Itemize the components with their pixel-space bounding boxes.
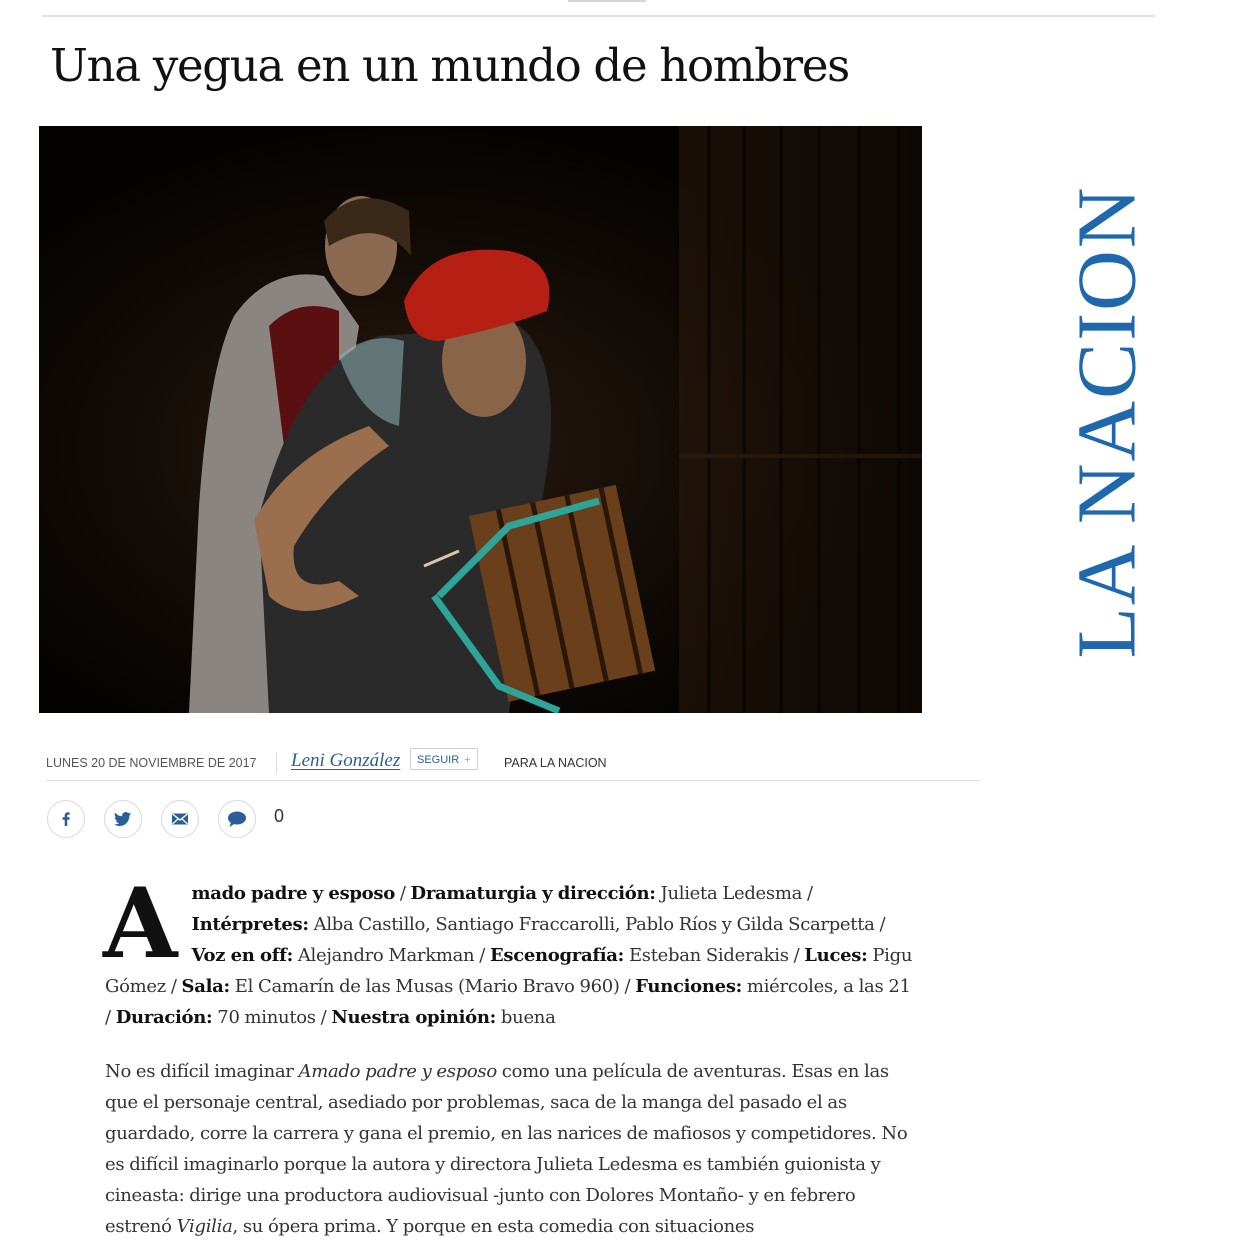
credit-value: Julieta Ledesma [655, 883, 803, 904]
credit-label: Voz en off: [191, 945, 293, 966]
credit-value: Alba Castillo, Santiago Fraccarolli, Pablo Ríos y Gilda Scarpetta [308, 914, 875, 935]
credits-paragraph [103, 867, 920, 1033]
la-nacion-logo[interactable] [1060, 126, 1153, 718]
top-nav-indicator [568, 0, 646, 2]
share-facebook-button[interactable] [47, 800, 85, 838]
credit-value: 70 minutos [212, 1007, 316, 1028]
article-source: PARA LA NACION [504, 756, 607, 770]
comments-button[interactable] [218, 800, 256, 838]
meta-divider-line [46, 780, 980, 781]
author-link[interactable]: Leni González [291, 750, 401, 771]
follow-author-button[interactable] [410, 748, 478, 770]
credit-label: Escenografía: [489, 945, 625, 966]
share-twitter-button[interactable] [104, 800, 142, 838]
article-meta [46, 744, 980, 780]
credits-separator: / [105, 1007, 116, 1028]
credits-separator: / [788, 945, 805, 966]
publish-date: LUNES 20 DE NOVIEMBRE DE 2017 [46, 756, 257, 770]
facebook-icon [58, 811, 74, 827]
share-email-button[interactable] [161, 800, 199, 838]
credit-value: buena [496, 1007, 556, 1028]
credit-value: Esteban Siderakis [624, 945, 789, 966]
credit-value: Pigu Gómez [105, 945, 913, 997]
article-body [103, 867, 920, 1242]
follow-label: SEGUIR [417, 754, 460, 766]
top-divider [42, 15, 1155, 17]
comment-count[interactable]: 0 [274, 806, 285, 826]
credits-separator: / [802, 883, 813, 904]
hero-photo[interactable] [39, 126, 922, 713]
credits-separator: / [474, 945, 490, 966]
credit-value: miércoles, a las 21 [742, 976, 911, 997]
brand-logo-text: LA NACION [1060, 185, 1153, 659]
body-paragraph [105, 1056, 920, 1242]
email-icon [171, 812, 189, 826]
credits-separator: / [874, 914, 886, 935]
credits-separator: / [165, 976, 182, 997]
credit-label: Duración: [115, 1007, 213, 1028]
body-italic-film: Vigilia [176, 1216, 233, 1237]
credit-label: Luces: [804, 945, 868, 966]
body-text: , su ópera prima. Y porque en esta comedia con situaciones [232, 1216, 755, 1237]
plus-icon: + [464, 754, 471, 766]
body-text: como una película de aventuras. Esas en las que el personaje central, asediado por problemas, saca de la manga del pasado el as guardado, corre la carrera y gana el premio, en las narices de mafiosos y competidores. No es difícil imaginarlo porque la autora y directora Julieta Ledesma es también guionista y cineasta: dirige una productora audiovisual -junto con Dolores Montaño- y en febrero estrenó [105, 1061, 908, 1237]
comment-icon [227, 810, 247, 828]
credit-label: Nuestra opinión: [331, 1007, 497, 1028]
body-text: No es difícil imaginar [105, 1061, 299, 1082]
meta-divider [276, 752, 277, 774]
play-title: mado padre y esposo [191, 883, 395, 904]
credits-separator: / [315, 1007, 332, 1028]
drop-cap: A [103, 867, 178, 980]
credit-label: Intérpretes: [191, 914, 309, 935]
credit-label: Dramaturgia y dirección: [410, 883, 656, 904]
credits-separator: / [619, 976, 636, 997]
credit-label: Funciones: [635, 976, 743, 997]
credit-value: El Camarín de las Musas (Mario Bravo 960) [229, 976, 620, 997]
body-italic-title: Amado padre y esposo [298, 1061, 497, 1082]
twitter-icon [114, 811, 132, 827]
credit-value: Alejandro Markman [292, 945, 475, 966]
hero-photo-illustration [39, 126, 922, 713]
credit-label: Sala: [181, 976, 230, 997]
credits-separator: / [394, 883, 411, 904]
article-headline: Una yegua en un mundo de hombres [50, 39, 849, 92]
